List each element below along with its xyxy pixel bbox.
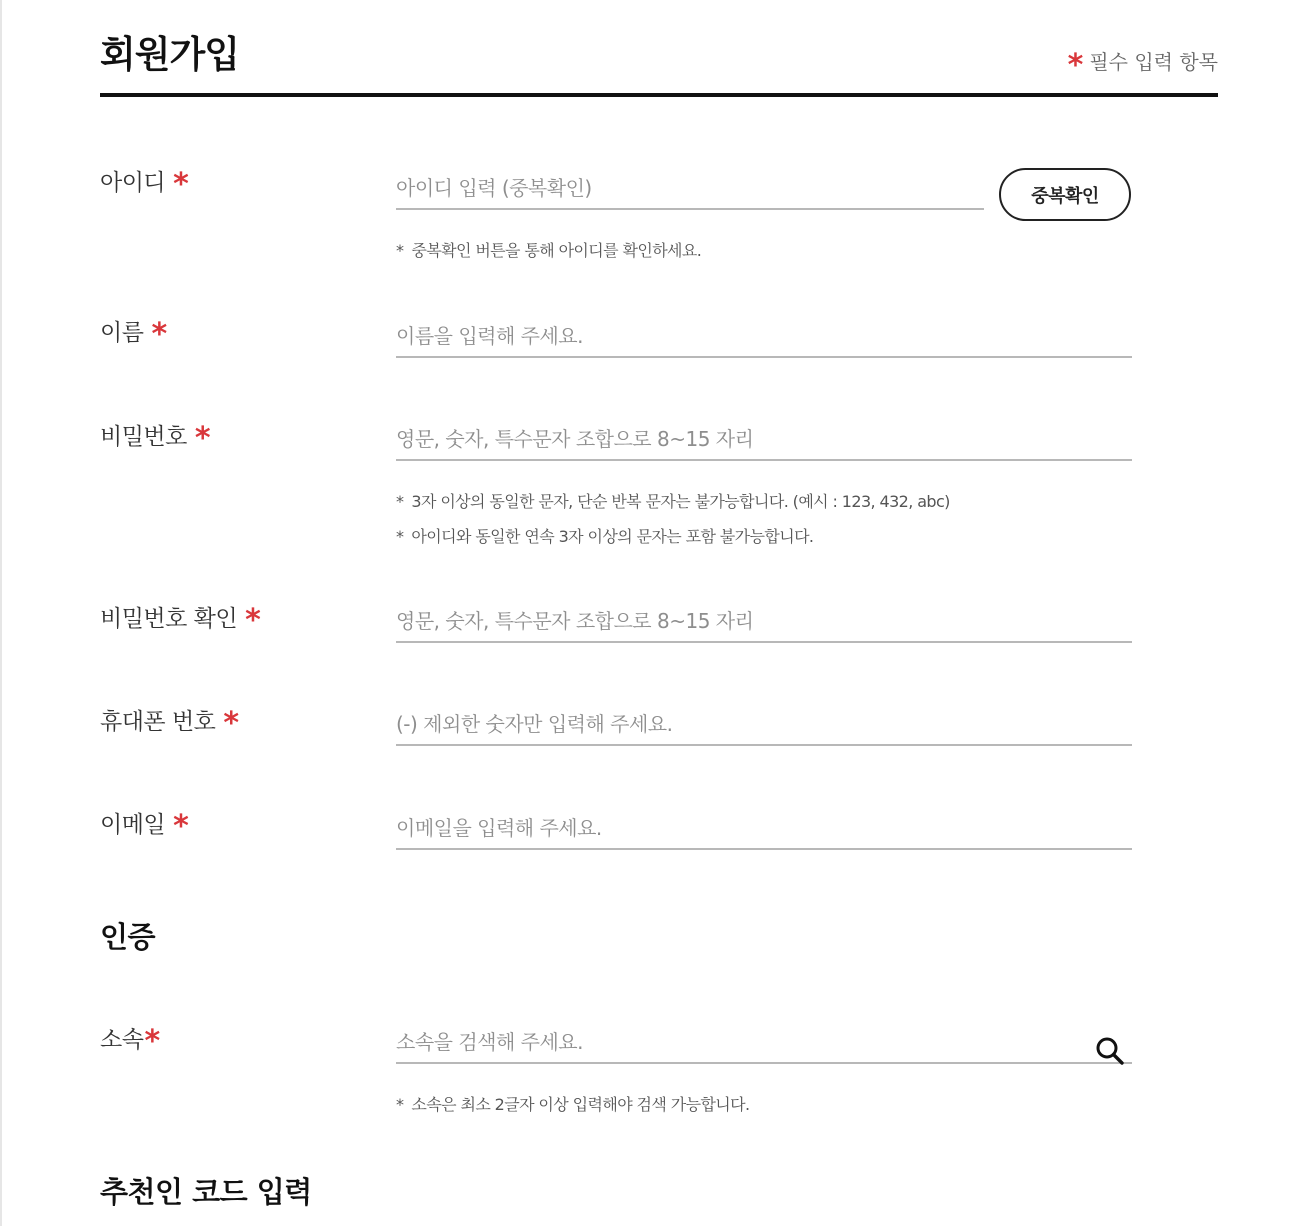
id-label — [100, 164, 188, 202]
title-divider — [100, 93, 1218, 97]
required-note-text: 필수 입력 항목 — [1089, 50, 1218, 74]
id-label-text: 아이디 — [100, 170, 166, 196]
phone-required-star: * — [223, 706, 239, 741]
password-confirm-label — [100, 600, 260, 638]
page-edge-divider — [0, 0, 2, 1226]
password-confirm-label-text: 비밀번호 확인 — [100, 606, 238, 632]
id-hint — [396, 238, 701, 261]
duplicate-check-button[interactable]: 중복확인 — [999, 168, 1131, 221]
id-required-star: * — [173, 167, 189, 202]
name-label — [100, 314, 167, 352]
auth-section-title: 인증 — [100, 920, 156, 954]
password-hint-2-text: 아이디와 동일한 연속 3자 이상의 문자는 포함 불가능합니다. — [411, 527, 814, 546]
affiliation-hint — [396, 1092, 750, 1115]
password-hint-1 — [396, 489, 950, 512]
hint-bullet: * — [396, 527, 404, 546]
affiliation-required-star: * — [144, 1024, 160, 1059]
password-hint-2 — [396, 524, 813, 547]
email-input[interactable] — [396, 808, 1132, 850]
phone-label — [100, 703, 239, 741]
email-label — [100, 806, 188, 844]
phone-input[interactable] — [396, 704, 1132, 746]
hint-bullet: * — [396, 1095, 404, 1114]
phone-label-text: 휴대폰 번호 — [100, 709, 216, 735]
password-label — [100, 418, 210, 456]
password-required-star: * — [194, 421, 211, 456]
affiliation-search-input[interactable] — [396, 1022, 1132, 1064]
password-confirm-input[interactable] — [396, 601, 1132, 643]
referral-section-title: 추천인 코드 입력 — [100, 1175, 312, 1209]
id-input[interactable] — [396, 168, 984, 210]
password-label-text: 비밀번호 — [100, 424, 187, 450]
required-star: * — [1067, 48, 1084, 83]
affiliation-hint-text: 소속은 최소 2글자 이상 입력해야 검색 가능합니다. — [411, 1095, 750, 1114]
hint-bullet: * — [396, 492, 404, 511]
required-note — [1068, 46, 1218, 83]
email-label-text: 이메일 — [100, 812, 166, 838]
name-input[interactable] — [396, 316, 1132, 358]
name-label-text: 이름 — [100, 320, 144, 346]
name-required-star: * — [151, 317, 167, 352]
password-confirm-required-star: * — [245, 603, 261, 638]
email-required-star: * — [173, 809, 189, 844]
search-icon[interactable] — [1094, 1035, 1126, 1067]
affiliation-label — [100, 1021, 160, 1059]
hint-bullet: * — [396, 241, 404, 260]
id-hint-text: 중복확인 버튼을 통해 아이디를 확인하세요. — [411, 241, 702, 260]
password-input[interactable] — [396, 419, 1132, 461]
affiliation-label-text: 소속 — [100, 1027, 144, 1053]
page-title: 회원가입 — [100, 33, 239, 76]
password-hint-1-text: 3자 이상의 동일한 문자, 단순 반복 문자는 불가능합니다. (예시 : 123, 432, abc) — [411, 492, 950, 511]
